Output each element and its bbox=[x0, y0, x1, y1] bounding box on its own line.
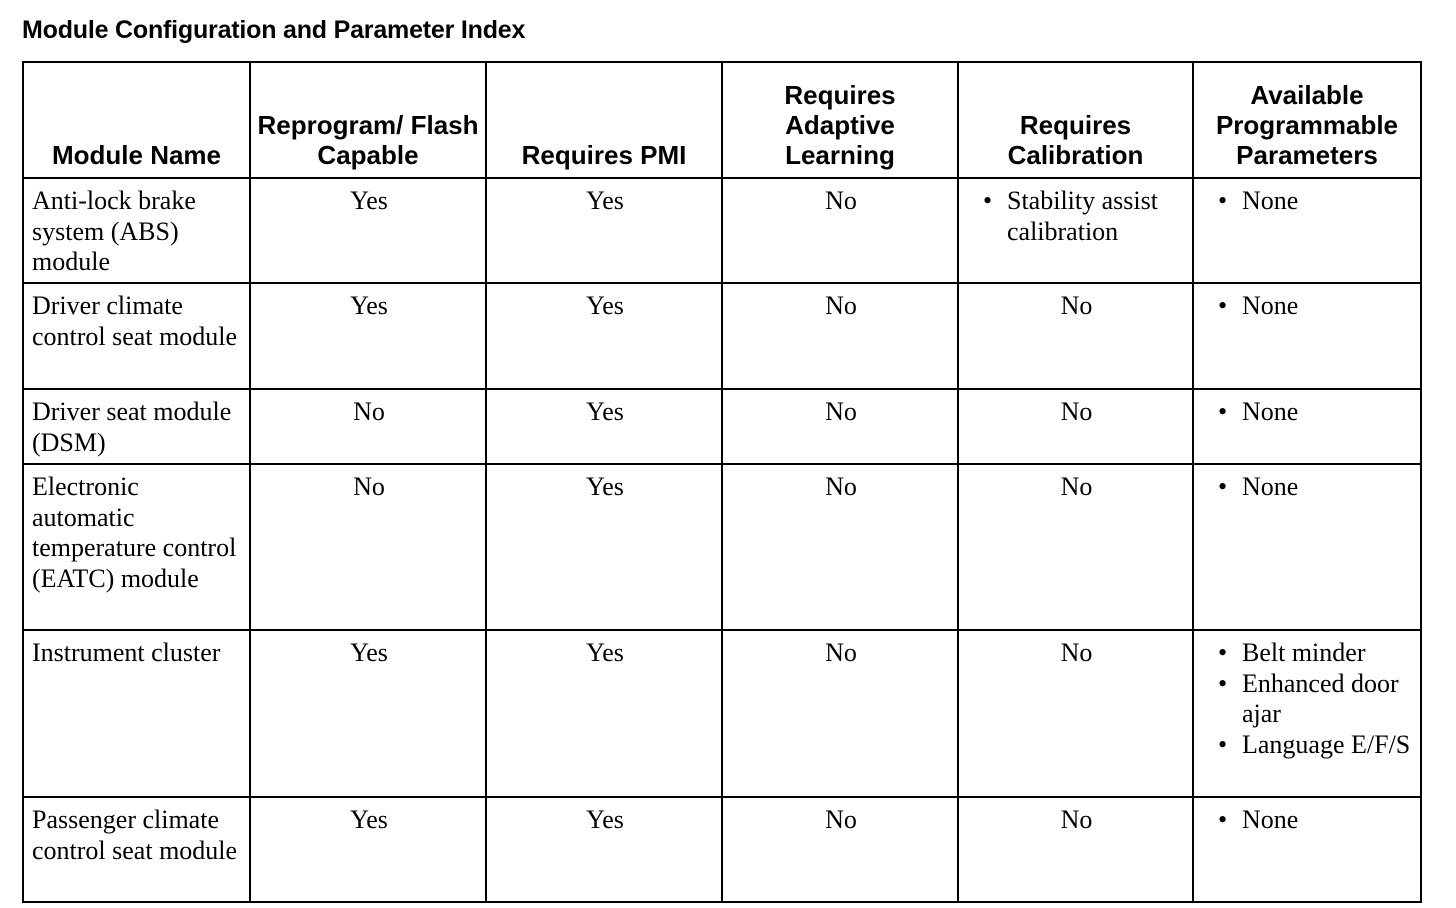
module-parameter-table bbox=[22, 61, 1422, 903]
header-module-name: Module Name bbox=[23, 62, 250, 178]
pmi-cell: Yes bbox=[486, 464, 722, 630]
calibration-cell: No bbox=[958, 464, 1193, 630]
reprogram-cell: Yes bbox=[250, 797, 486, 902]
module-name-cell: Anti-lock brake system (ABS) module bbox=[23, 178, 250, 283]
bullet-icon: • bbox=[1218, 291, 1228, 320]
parameters-cell bbox=[1193, 797, 1421, 902]
pmi-cell: Yes bbox=[486, 797, 722, 902]
header-calibration: Requires Calibration bbox=[958, 62, 1193, 178]
reprogram-cell: No bbox=[250, 464, 486, 630]
reprogram-cell: Yes bbox=[250, 283, 486, 389]
table-header bbox=[23, 62, 1421, 178]
reprogram-cell: No bbox=[250, 389, 486, 464]
parameters-list bbox=[1202, 638, 1414, 760]
parameters-cell bbox=[1193, 630, 1421, 797]
parameter-item-text: None bbox=[1242, 186, 1299, 215]
adaptive-cell: No bbox=[722, 797, 958, 902]
adaptive-cell: No bbox=[722, 464, 958, 630]
parameter-item bbox=[1216, 638, 1414, 669]
module-name-cell: Driver seat module (DSM) bbox=[23, 389, 250, 464]
calibration-cell: No bbox=[958, 630, 1193, 797]
calibration-cell: No bbox=[958, 797, 1193, 902]
parameters-cell bbox=[1193, 464, 1421, 630]
bullet-icon: • bbox=[1218, 186, 1228, 215]
parameter-item bbox=[1216, 805, 1414, 836]
module-name-cell: Electronic automatic temperature control (EATC) module bbox=[23, 464, 250, 630]
bullet-icon: • bbox=[1218, 472, 1228, 501]
parameters-list bbox=[1202, 186, 1414, 217]
module-name-cell: Instrument cluster bbox=[23, 630, 250, 797]
adaptive-cell: No bbox=[722, 283, 958, 389]
table-row bbox=[23, 630, 1421, 797]
bullet-icon: • bbox=[1218, 668, 1228, 698]
parameters-cell bbox=[1193, 389, 1421, 464]
reprogram-cell: Yes bbox=[250, 178, 486, 283]
adaptive-cell: No bbox=[722, 389, 958, 464]
adaptive-cell: No bbox=[722, 630, 958, 797]
header-requires-pmi: Requires PMI bbox=[486, 62, 722, 178]
parameter-item-text: None bbox=[1242, 397, 1299, 426]
reprogram-cell: Yes bbox=[250, 630, 486, 797]
module-name-cell: Passenger climate control seat module bbox=[23, 797, 250, 902]
parameter-item-text: Belt minder bbox=[1242, 638, 1366, 667]
table-row bbox=[23, 283, 1421, 389]
calibration-cell: No bbox=[958, 389, 1193, 464]
bullet-icon: • bbox=[1218, 397, 1228, 426]
module-name-cell: Driver climate control seat module bbox=[23, 283, 250, 389]
bullet-icon: • bbox=[1218, 638, 1228, 667]
parameter-item bbox=[1216, 472, 1414, 503]
parameter-item-text: None bbox=[1242, 805, 1299, 834]
header-row bbox=[23, 62, 1421, 178]
parameter-item bbox=[1216, 291, 1414, 322]
calibration-cell: No bbox=[958, 283, 1193, 389]
adaptive-cell: No bbox=[722, 178, 958, 283]
parameter-item-text: None bbox=[1242, 291, 1299, 320]
parameter-item bbox=[1216, 730, 1414, 761]
calibration-item bbox=[981, 186, 1186, 247]
pmi-cell: Yes bbox=[486, 178, 722, 283]
pmi-cell: Yes bbox=[486, 630, 722, 797]
parameters-list bbox=[1202, 472, 1414, 503]
parameter-item-text: Enhanced door ajar bbox=[1242, 668, 1399, 728]
table-row bbox=[23, 464, 1421, 630]
parameter-item bbox=[1216, 669, 1414, 730]
calibration-cell bbox=[958, 178, 1193, 283]
calibration-list bbox=[967, 186, 1186, 247]
document-title: Module Configuration and Parameter Index bbox=[22, 16, 526, 44]
parameters-list bbox=[1202, 805, 1414, 836]
bullet-icon: • bbox=[983, 186, 993, 215]
parameters-list bbox=[1202, 291, 1414, 322]
parameters-list bbox=[1202, 397, 1414, 428]
calibration-item-text: Stability assist calibration bbox=[1007, 186, 1158, 246]
table-body bbox=[23, 178, 1421, 902]
parameter-item-text: Language E/F/S bbox=[1242, 729, 1411, 759]
header-parameters: Available Programmable Parameters bbox=[1193, 62, 1421, 178]
header-reprogram: Reprogram/ Flash Capable bbox=[250, 62, 486, 178]
parameter-item-text: None bbox=[1242, 472, 1299, 501]
table-row bbox=[23, 797, 1421, 902]
table-row bbox=[23, 178, 1421, 283]
parameter-item bbox=[1216, 186, 1414, 217]
table-row bbox=[23, 389, 1421, 464]
parameters-cell bbox=[1193, 178, 1421, 283]
parameter-item bbox=[1216, 397, 1414, 428]
bullet-icon: • bbox=[1218, 729, 1228, 759]
header-adaptive-learning: Requires Adaptive Learning bbox=[722, 62, 958, 178]
pmi-cell: Yes bbox=[486, 283, 722, 389]
bullet-icon: • bbox=[1218, 805, 1228, 834]
pmi-cell: Yes bbox=[486, 389, 722, 464]
parameters-cell bbox=[1193, 283, 1421, 389]
